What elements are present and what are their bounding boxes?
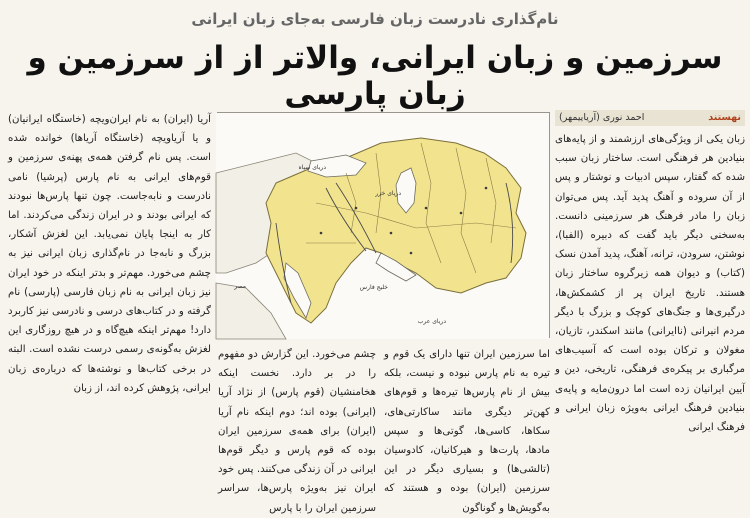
article-column-left (8, 110, 211, 500)
column-middle-right-text: اما سرزمین ایران تنها دارای یک قوم و تیره به نام پارس نبوده و نیست، بلکه بیش از نام پارس‌ها تیره‌ها و قوم‌های کهن‌تر دیگری مانند ساکارتی‌های، سکاها، کاسی‌ها، گوتی‌ها و سپس مادها، پارت‌ها و هیرکانیان، کادوسیان (تالشی‌ها) و بسیاری دیگر در این سرزمین (ایران) بوده و هستند که به‌گویش‌ها و گوناگون (384, 349, 550, 514)
city-marker (460, 212, 463, 215)
article-column-middle-left (218, 345, 376, 514)
column-left-text: آریا (ایران) به نام ایران‌ویچه (خاستگاه ایرانیان) و یا آریاویچه (خاستگاه آریاها) خوانده شده است. پس نام گرفتن همه‌ی پهنه‌ی سرزمین و قوم‌های ایرانی به نام پارس (پرشیا) نامی نادرست و نابه‌جاست. چون تنها پارس‌ها نبودند که ایرانی بودند و در ایران زندگی می‌کردند. اما کار به اینجا پایان نمی‌یابد. این لغزش آشکار، بزرگ و نابه‌جا در نام‌گذاری زبان ایرانی نیز به چشم می‌خورد. مهم‌تر و بدتر اینکه در خود ایران نیز زبان ایرانی به نام زبان فارسی (پارسی) نام گرفته و در کتاب‌های درسی و نادرسی نیز کاربرد دارد! مهم‌تر اینکه هیچ‌گاه و در هیچ روزگاری این لغزش به‌گونه‌ی رسمی درست نشده است. البته در برخی کتاب‌ها و نوشته‌ها که درباره‌ی زبان ایرانی، پژوهش کرده اند، از زبان (8, 114, 211, 394)
map-label-arabian-sea: دریای عرب (417, 318, 446, 325)
author-byline (555, 110, 745, 126)
column-right-text: زبان یکی از ویژگی‌های ارزشمند و از پایه‌های بنیادین هر فرهنگی است. ساختار زبان سبب شده که گفتار، سپس ادبیات و نوشتار و پس از آن سروده و آهنگ پدید آید. پس می‌توان زبان را مادر فرهنگ هر سرزمینی دانست. به‌سخنی دیگر باید گفت که دبیره (الفبا)، نوشتن، سرودن، ترانه، آهنگ، پدید آمدن نسک (کتاب) و دیوان همه زیرگروه ساختار زبان هستند. تاریخ ایران پر از کشمکش‌ها، درگیری‌ها و جنگ‌های کوچک و بزرگ با دیگر مردم انیرانی (ناایرانی) مانند اسکندر، تازیان، مغولان و ترکان بوده است که آسیب‌های مرگباری بر پیکره‌ی فرهنگی، تاریخی، دین و آیین ایرانیان زده است اما درون‌مایه و پایه‌ی بنیادین فرهنگ ایرانی به‌ویژه زبان ایرانی و فرهنگ ایرانی (555, 134, 745, 434)
article-kicker: نام‌گذاری نادرست زبان فارسی به‌جای زبان ایرانی (191, 10, 559, 28)
map-label-gulf: خلیج فارس (359, 284, 388, 291)
map-label-egypt: مصر (234, 283, 246, 290)
city-marker (485, 187, 488, 190)
article-column-right (555, 130, 745, 500)
author-name: احمد نوری (آریاییمهر) (559, 112, 645, 123)
map-label-caspian: دریای خزر (375, 190, 401, 197)
column-middle-left-text: چشم می‌خورد. این گزارش دو مفهوم را در بر دارد. نخست اینکه هخامنشیان (قوم پارس) از نژاد آریا (ایرانی) بوده اند؛ دوم اینکه نام آریا (ایران) برای همه‌ی سرزمین ایران بوده که قوم پارس و دیگر قوم‌ها ایرانی در آن زندگی می‌کنند. پس خود ایران نیز به‌ویژه پارس‌ها، سراسر سرزمین ایران را با پارس (218, 349, 376, 514)
city-marker (355, 207, 358, 210)
article-headline: سرزمین و زبان ایرانی، والاتر از از سرزمین و زبان پارسی (27, 40, 723, 112)
empire-map-figure (217, 112, 550, 338)
byline-role: نهستند (708, 112, 741, 123)
city-marker (425, 207, 428, 210)
city-marker (410, 252, 413, 255)
article-column-middle-right (384, 345, 550, 514)
map-label-black-sea: دریای سیاه (298, 164, 326, 171)
city-marker (390, 232, 393, 235)
city-marker (320, 232, 323, 235)
empire-map-svg (216, 113, 549, 339)
